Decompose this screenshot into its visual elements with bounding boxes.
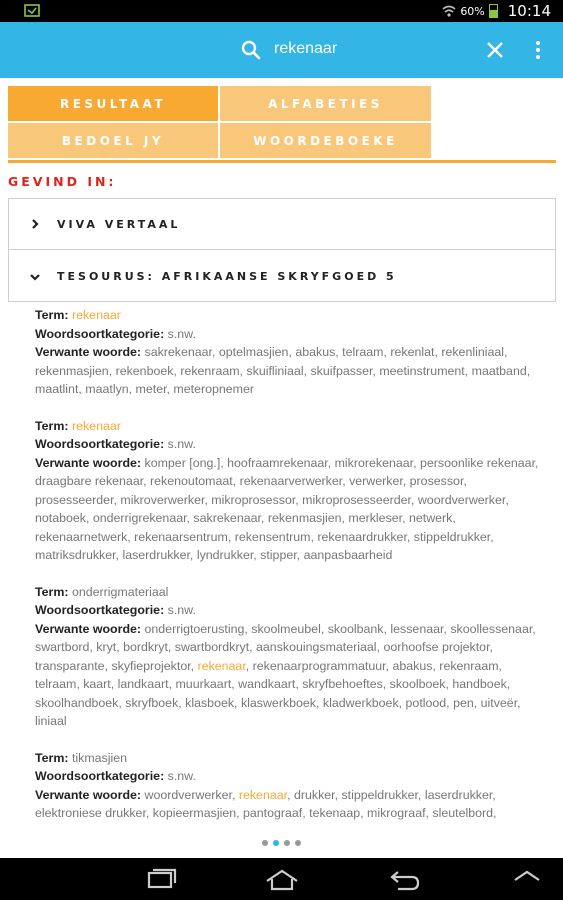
related-words-text: , rekenaarprogrammatuur, abakus, rekenraam, telraam, kaart, landkaart, muurkaart, wandkaart, skryfbehoeftes, skoolboek, handboek, skoolhandboek, skryfboek, klasboek, klaswerkboek, kladwerkboek, potlood, pen, uitveër, liniaal (35, 658, 521, 728)
related-words-label: Verwante woorde: (35, 621, 142, 636)
related-words-text: onderrigtoerusting, skoolmeubel, skoolbank, lessenaar, skoollessenaar, swartbord, kryt, bordkryt, swartbordkryt, aanskouingsmateriaal, oorhoofse projektor, transparante, skyfieprojektor, (35, 621, 536, 673)
tab-bar (8, 86, 556, 162)
term-line (35, 306, 550, 325)
search-input[interactable]: rekenaar (274, 40, 338, 57)
navigation-bar (0, 858, 563, 900)
thesaurus-entry (35, 306, 550, 399)
category-label: Woordsoortkategorie: (35, 603, 165, 617)
term-label: Term: (35, 584, 69, 599)
search-app-bar (0, 22, 563, 78)
related-words-text: , drukker, stippeldrukker, laserdrukker, elektroniese drukker, kopieermasjien, pantograaf, tekenaap, mikrograaf, sleutelbord, (35, 787, 497, 820)
back-icon[interactable] (388, 868, 422, 892)
tab-underline (8, 160, 556, 163)
recent-apps-icon[interactable] (146, 868, 178, 890)
thesaurus-entries (35, 306, 550, 841)
thesaurus-entry (35, 583, 550, 731)
page-dot[interactable] (262, 840, 268, 846)
tab-woordeboeke[interactable]: WOORDEBOEKE (220, 123, 431, 158)
tab-bedoel-jy[interactable]: BEDOEL JY (8, 123, 218, 158)
related-words-label: Verwante woorde: (35, 787, 142, 802)
term-label: Term: (35, 308, 69, 322)
page-dot[interactable] (273, 840, 279, 846)
chevron-down-icon (29, 271, 41, 283)
source-label: TESOURUS: AFRIKAANSE SKRYFGOED 5 (57, 270, 397, 283)
related-words-line (35, 786, 550, 823)
category-line (35, 325, 550, 344)
related-words-text: komper [ong.], hoofraamrekenaar, mikrorekenaar, persoonlike rekenaar, draagbare rekenaar, rekenoutomaat, rekenaarverwerker, verwerker, prosessor, prosesseerder, mikroverwerker, mikroprosessor, mikroprosesseerder, woordverwerker, notaboek, onderrigrekenaar, sakrekenaar, rekenmasjien, merkleser, netwerk, rekenaarnetwerk, rekenaarsentrum, rekensentrum, rekenaardrukker, stippeldrukker, matriksdrukker, laserdrukker, lyndrukker, stipper, aanpasbaarheid (35, 455, 539, 562)
chevron-right-icon (29, 218, 41, 230)
related-words-text: sakrekenaar, optelmasjien, abakus, telraam, rekenlat, rekenliniaal, rekenmasjien, rekenboek, rekenraam, skuifliniaal, skuifpasser, meetinstrument, maatband, maatlint, maatlyn, meter, meteropnemer (35, 345, 531, 396)
term-value: onderrigmateriaal (71, 584, 169, 599)
tab-alfabeties[interactable]: ALFABETIES (220, 86, 431, 121)
category-label: Woordsoortkategorie: (35, 437, 165, 451)
chevron-up-icon[interactable] (512, 868, 542, 884)
term-label: Term: (35, 750, 69, 765)
related-words-line (35, 620, 550, 731)
category-line (35, 435, 550, 454)
term-value: rekenaar (71, 418, 121, 433)
wifi-icon (442, 4, 456, 18)
category-label: Woordsoortkategorie: (35, 769, 165, 783)
related-words-line (35, 343, 550, 399)
status-bar (0, 0, 563, 22)
source-tesourus[interactable] (9, 251, 555, 302)
term-line (35, 417, 550, 436)
page-dot[interactable] (295, 840, 301, 846)
term-value: rekenaar (71, 308, 121, 322)
source-list (8, 198, 556, 302)
page-dot[interactable] (284, 840, 290, 846)
category-value: s.nw. (167, 437, 196, 451)
screen-cast-icon (24, 3, 40, 19)
battery-icon (489, 4, 498, 18)
related-word-highlight: rekenaar (238, 787, 288, 802)
related-words-text: woordverwerker, (144, 787, 239, 802)
category-line (35, 767, 550, 786)
tab-resultaat[interactable]: RESULTAAT (8, 86, 218, 121)
source-label: VIVA VERTAAL (57, 217, 181, 231)
overflow-menu-icon[interactable] (530, 38, 546, 62)
clock: 10:14 (507, 2, 551, 20)
search-icon[interactable] (240, 39, 262, 61)
related-words-line (35, 454, 550, 565)
category-value: s.nw. (167, 326, 196, 341)
related-words-label: Verwante woorde: (35, 345, 142, 359)
term-value: tikmasjien (71, 750, 128, 765)
category-value: s.nw. (167, 603, 196, 617)
term-label: Term: (35, 418, 69, 433)
related-words-label: Verwante woorde: (35, 455, 142, 470)
battery-percent: 60% (460, 4, 485, 18)
category-value: s.nw. (167, 769, 196, 783)
home-icon[interactable] (264, 868, 300, 892)
term-line (35, 749, 550, 768)
thesaurus-entry (35, 417, 550, 565)
term-line (35, 583, 550, 602)
related-word-highlight: rekenaar (197, 658, 246, 673)
category-label: Woordsoortkategorie: (35, 326, 165, 341)
category-line (35, 601, 550, 620)
source-viva-vertaal[interactable] (9, 199, 555, 250)
page-indicator (262, 840, 301, 846)
clear-search-icon[interactable] (484, 39, 506, 61)
thesaurus-entry (35, 749, 550, 823)
found-in-heading: GEVIND IN: (8, 174, 117, 189)
